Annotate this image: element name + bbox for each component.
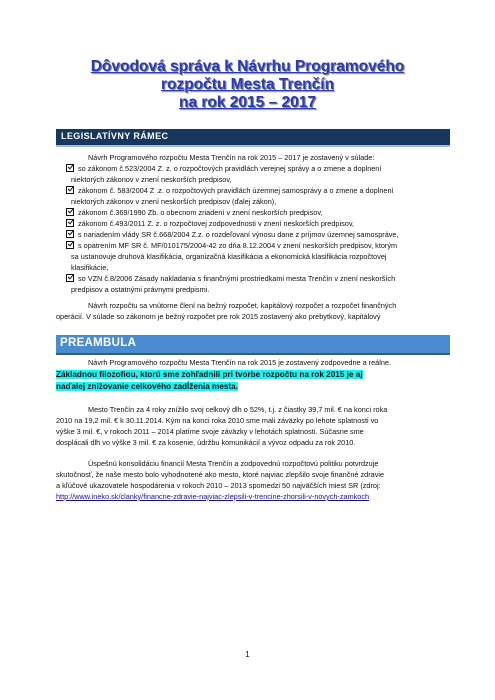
list-item: s nariadením vlády SR č.668/2004 Z.z. o rozdeľovaní výnosu dane z príjmov územnej samospráve, [66, 229, 450, 240]
checkbox-bullet-icon [66, 230, 74, 238]
paragraph-line: a kľúčové ukazovatele hospodárenia v rokoch 2010 – 2013 spomedzi 50 najväčších miest SR (zdroj: [56, 481, 381, 490]
paragraph-line: Mesto Trenčín za 4 roky znížilo svoj celkový dlh o 52%, t.j. z čiastky 39,7 mil. € na konci roka [88, 405, 388, 414]
paragraph-line: dosplácali dlh vo výške 3 mil. € za kosenie, údržbu komunikácií a vývoz odpadu za rok 2010. [56, 438, 356, 447]
list-item: zákonom č. 583/2004 Z .z. o rozpočtových pravidlách územnej samosprávy a o zmene a doplnení [66, 185, 450, 196]
list-item-continuation: niektorých zákonov v znení neskorších predpisov (ďalej zákon), [71, 197, 277, 206]
section-heading-legislativny-ramec [56, 129, 450, 147]
list-item: zákonom č.369/1990 Zb. o obecnom zriadení v znení neskorších predpisov, [66, 207, 450, 218]
section-heading-label: PREAMBULA [60, 337, 137, 349]
paragraph-line: skutočnosť, že naše mesto bolo vyhodnotené ako mesto, ktoré najviac zlepšilo svoje finančné zdravie [56, 470, 385, 479]
list-item-continuation: niektorých zákonov v znení neskorších predpisov, [71, 175, 232, 184]
checkbox-bullet-icon [66, 241, 74, 249]
checkbox-bullet-icon [66, 274, 74, 282]
list-item: s opatrením MF SR č. MF/010175/2004-42 zo dňa 8.12.2004 v znení neskorších predpisov, ktorým [66, 240, 450, 251]
list-item: so VZN č.8/2006 Zásady nakladania s finančnými prostriedkami mesta Trenčín v znení neskorších [66, 273, 450, 284]
highlighted-statement-line: Základnou filozofiou, ktorú sme zohľadnili pri tvorbe rozpočtu na rok 2015 je aj [56, 370, 363, 379]
source-link-line [56, 491, 450, 502]
document-title-line-1: Dôvodová správa k Návrhu Programového [90, 58, 405, 75]
legislativny-intro: Návrh Programového rozpočtu Mesta Trenčín na rok 2015 – 2017 je zostavený v súlade: [88, 153, 375, 162]
list-item-continuation: sa ustanovuje druhová klasifikácia, organizačná klasifikácia a ekonomická klasifikácia rozpočtovej [71, 252, 387, 261]
paragraph-line: Návrh Programového rozpočtu Mesta Trenčín na rok 2015 je zostavený zodpovedne a reálne. [88, 358, 391, 367]
document-title-line-2: rozpočtu Mesta Trenčín [160, 76, 335, 93]
paragraph-line: operácií. V súlade so zákonom je bežný rozpočet pre rok 2015 zostavený ako prebytkový, kapitálový [56, 312, 381, 321]
checkbox-bullet-icon [66, 208, 74, 216]
document-title-line-3: na rok 2015 – 2017 [178, 94, 317, 111]
checkbox-bullet-icon [66, 164, 74, 172]
section-heading-label: LEGISLATÍVNY RÁMEC [61, 131, 169, 141]
paragraph-line: Úspešnú konsolidáciu financií Mesta Trenčín a zodpovednú rozpočtovú politiku potvrdzuje [88, 459, 379, 468]
section-heading-preambula [56, 335, 450, 355]
highlighted-statement-line: naďalej znižovanie celkového zadĺženia mesta. [56, 382, 238, 391]
checkbox-bullet-icon [66, 219, 74, 227]
page-number: 1 [245, 650, 250, 659]
list-item: zákonom č.493/2011 Z. z. o rozpočtovej zodpovednosti v znení neskorších predpisov, [66, 218, 450, 229]
list-item-continuation: predpisov a ostatnými právnymi predpismi. [71, 285, 210, 294]
paragraph-line: Návrh rozpočtu sa vnútorne člení na bežný rozpočet, kapitálový rozpočet a rozpočet finančných [88, 301, 397, 310]
list-item-continuation: klasifikácie, [71, 263, 109, 272]
source-link[interactable]: http://www.ineko.sk/clanky/financne-zdravie-najviac-zlepsili-v-trencine-zhorsili-v-novych-zamkoch [56, 492, 370, 501]
checkbox-bullet-icon [66, 186, 74, 194]
paragraph-line: 2010 na 19,2 mil. € k 30.11.2014. Kým na konci roka 2010 sme mali záväzky po lehote splatnosti vo [56, 416, 379, 425]
paragraph-line: výške 3 mil. €, v rokoch 2011 – 2014 platíme svoje záväzky v lehotách splatnosti. Súčasne sme [56, 427, 364, 436]
list-item: so zákonom č.523/2004 Z. z. o rozpočtových pravidlách verejnej správy a o zmene a doplnení [66, 163, 450, 174]
